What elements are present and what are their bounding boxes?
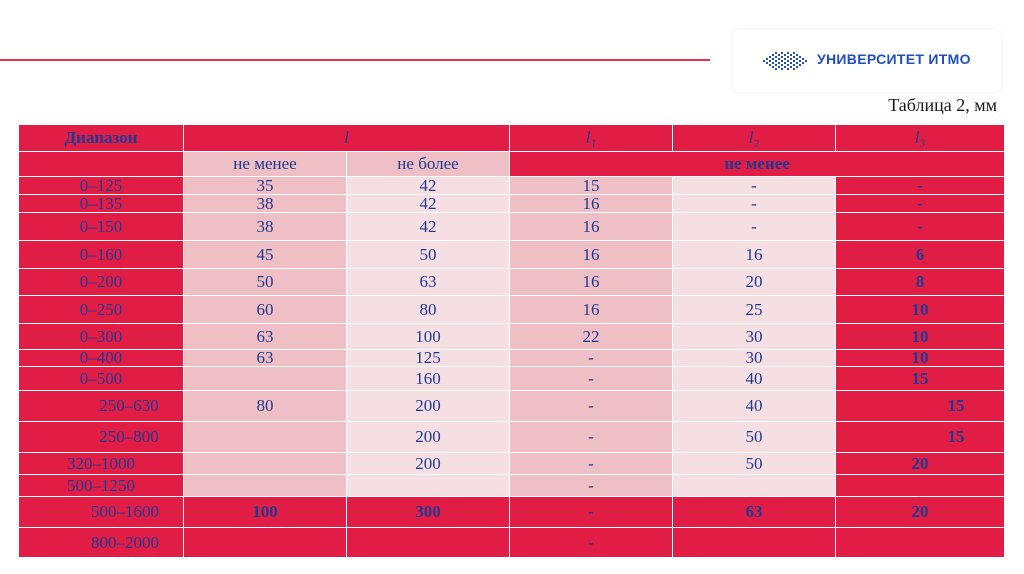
cell-l-max: 50 [347,241,510,269]
cell-l-max [347,528,510,558]
logo-text: УНИВЕРСИТЕТ ИТМО [817,51,971,67]
cell-l-max: 42 [347,195,510,213]
table-row [19,367,1005,391]
table-row [19,350,1005,367]
table-row [19,195,1005,213]
cell-l2: - [673,177,836,195]
subheader-not-less: не менее [184,152,347,177]
cell-l3: 10 [836,324,1005,350]
cell-l-max: 42 [347,213,510,241]
cell-range: 800–2000 [19,528,184,558]
cell-l3: 20 [836,497,1005,528]
cell-l2: 30 [673,324,836,350]
cell-l-min: 63 [184,324,347,350]
cell-l-min: 100 [184,497,347,528]
cell-l-min: 50 [184,269,347,296]
cell-l1: 15 [510,177,673,195]
cell-l1: - [510,367,673,391]
table-row [19,269,1005,296]
cell-range: 250–800 [19,422,184,453]
cell-l2: 16 [673,241,836,269]
cell-l-min: 38 [184,195,347,213]
cell-l3: 10 [836,296,1005,324]
cell-l1: - [510,453,673,475]
cell-l-max [347,475,510,497]
subheader-not-less-span: не менее [510,152,1005,177]
cell-l-max: 200 [347,422,510,453]
header-l2: l₂ [673,125,836,152]
cell-l1: - [510,528,673,558]
cell-l3: 20 [836,453,1005,475]
header-range: Диапазон [19,125,184,152]
cell-l3: 15 [836,367,1005,391]
cell-l1: - [510,497,673,528]
cell-l-min [184,422,347,453]
cell-l2: 30 [673,350,836,367]
cell-l3: - [836,177,1005,195]
cell-l1: - [510,475,673,497]
header-l3: l₃ [836,125,1005,152]
cell-l2: 63 [673,497,836,528]
cell-range: 0–150 [19,213,184,241]
cell-l-max: 100 [347,324,510,350]
cell-l-max: 125 [347,350,510,367]
cell-l2: - [673,195,836,213]
cell-l3: - [836,213,1005,241]
cell-l2 [673,475,836,497]
cell-range: 0–400 [19,350,184,367]
table-row [19,497,1005,528]
cell-l1: - [510,422,673,453]
cell-l-max: 160 [347,367,510,391]
table-row [19,422,1005,453]
cell-l3: 15 [836,391,1005,422]
cell-l1: 16 [510,269,673,296]
dimensions-table [18,124,1005,558]
cell-l-min: 45 [184,241,347,269]
cell-l3: - [836,195,1005,213]
table-row [19,528,1005,558]
cell-l1: 22 [510,324,673,350]
cell-l1: 16 [510,195,673,213]
cell-l-max: 200 [347,391,510,422]
itmo-dots-icon [763,51,811,71]
cell-l-min: 63 [184,350,347,367]
table-row [19,177,1005,195]
cell-range: 500–1600 [19,497,184,528]
cell-range: 0–160 [19,241,184,269]
cell-range: 250–630 [19,391,184,422]
table-row [19,475,1005,497]
cell-l2: 50 [673,453,836,475]
cell-l-min: 38 [184,213,347,241]
cell-l-min [184,475,347,497]
cell-l3 [836,528,1005,558]
header-row [19,125,1005,152]
table-row [19,241,1005,269]
university-logo [733,30,1001,92]
cell-range: 0–250 [19,296,184,324]
cell-l3: 15 [836,422,1005,453]
cell-l-max: 42 [347,177,510,195]
cell-l-max: 200 [347,453,510,475]
cell-l-max: 80 [347,296,510,324]
cell-l2: 20 [673,269,836,296]
cell-l1: - [510,350,673,367]
cell-l1: 16 [510,213,673,241]
cell-range: 0–200 [19,269,184,296]
table-row [19,213,1005,241]
cell-l1: - [510,391,673,422]
cell-l-max: 63 [347,269,510,296]
cell-l3 [836,475,1005,497]
cell-l-max: 300 [347,497,510,528]
subheader-row [19,152,1005,177]
subheader-not-more: не более [347,152,510,177]
cell-range: 0–125 [19,177,184,195]
table-row [19,296,1005,324]
cell-l3: 8 [836,269,1005,296]
cell-l3: 6 [836,241,1005,269]
cell-l-min: 60 [184,296,347,324]
cell-range: 0–300 [19,324,184,350]
cell-l2 [673,528,836,558]
cell-l2: 25 [673,296,836,324]
cell-l-min: 35 [184,177,347,195]
cell-l3: 10 [836,350,1005,367]
cell-l2: 40 [673,391,836,422]
table-row [19,391,1005,422]
table-row [19,324,1005,350]
top-rule [0,59,710,61]
cell-range: 0–500 [19,367,184,391]
table-row [19,453,1005,475]
cell-l-min [184,453,347,475]
subheader-empty [19,152,184,177]
cell-range: 320–1000 [19,453,184,475]
header-l1: l₁ [510,125,673,152]
cell-l-min [184,367,347,391]
cell-l2: 40 [673,367,836,391]
cell-l-min: 80 [184,391,347,422]
cell-range: 0–135 [19,195,184,213]
cell-range: 500–1250 [19,475,184,497]
cell-l1: 16 [510,241,673,269]
cell-l2: 50 [673,422,836,453]
cell-l1: 16 [510,296,673,324]
cell-l-min [184,528,347,558]
cell-l2: - [673,213,836,241]
header-l: l [184,125,510,152]
table-caption: Таблица 2, мм [888,95,997,115]
